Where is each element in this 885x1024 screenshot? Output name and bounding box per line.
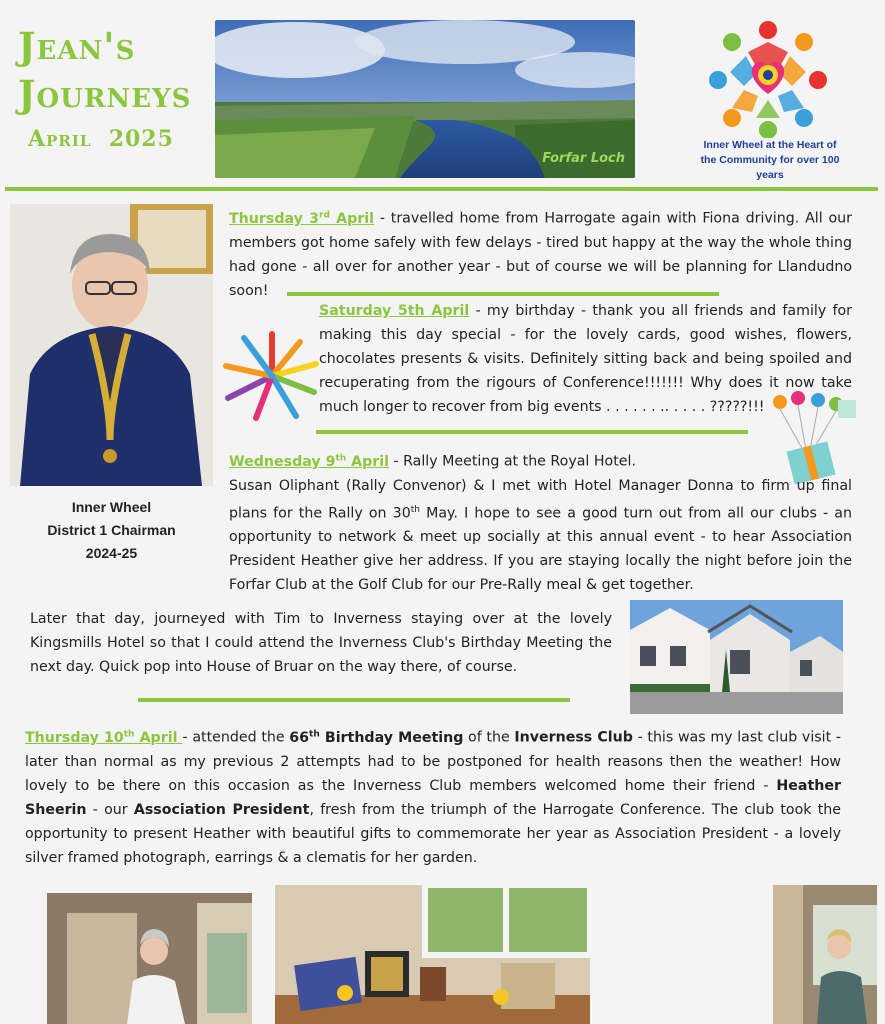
event-photo-1 [47, 893, 252, 1024]
gifts-table-photo-image [275, 885, 590, 1024]
newsletter-title [18, 24, 213, 154]
fireworks-icon [218, 326, 326, 426]
kingsmills-hotel-photo [630, 600, 843, 714]
event-photo-2 [275, 885, 590, 1024]
community-figures-logo-icon [708, 20, 828, 138]
photo-caption: Forfar Loch [542, 151, 625, 166]
emphasis-inverness-club: Inverness Club [514, 729, 633, 746]
entry-text-2b: May. I hope to see a good turn out from all our clubs - an opportunity to network & meet up socially at this annual event - to hear Association President Heather give her address. If you are staying locally the night before join the Forfar Club at the Golf Club for our Pre-Rally meal & get together. [229, 505, 852, 594]
divider-3 [138, 698, 570, 702]
title-line-2: Journeys [18, 72, 192, 116]
header-divider [5, 187, 878, 191]
issue-date: April 2025 [28, 126, 174, 152]
entry-text-2a: Susan Oliphant (Rally Convenor) & I met with Hotel Manager Donna to firm up final plans for the Rally on 30 [229, 477, 852, 522]
entry-date: Wednesday 9th April [229, 453, 389, 470]
title-line-1: Jean's [18, 24, 136, 68]
fireworks-graphic [218, 326, 326, 426]
entry-text: - Rally Meeting at the Royal Hotel. [388, 453, 636, 470]
speaker-photo-image-2 [773, 885, 877, 1024]
entry-text: Later that day, journeyed with Tim to Inverness staying over at the lovely Kingsmills Hotel so that I could attend the Inverness Club's Birthday Meeting the next day. Quick pop into House of Bruar on the way there, of course. [30, 611, 612, 675]
divider-2 [316, 430, 748, 434]
chairman-portrait [10, 204, 213, 486]
entry-later-that-day [30, 607, 612, 679]
emphasis-association-president: Association President [133, 801, 310, 818]
emphasis-heather-sheerin: Heather Sheerin [25, 777, 841, 818]
portrait-caption [10, 496, 213, 565]
entry-thursday-10th: Thursday 10th April - attended the 66th Birthday Meeting of the Inverness Club - this was my last club visit - later than normal as my previous 2 attempts had to be postponed for health reasons then the weather! How lovely to be there on this occasion as the Inverness Club members welcomed home their friend - Heather Sheerin - our Association President, fresh from the triumph of the Harrogate Conference. The club took the opportunity to present Heather with beautiful gifts to commemorate her year as Association President - a lovely silver framed photograph, earrings & a clematis for her garden. [25, 729, 841, 866]
hotel-building-image [630, 600, 843, 714]
entry-thursday-3rd [229, 203, 852, 303]
inner-wheel-logo [708, 20, 828, 138]
speaker-photo-image [47, 893, 252, 1024]
logo-tagline-line-2: the Community for over 100 years [700, 154, 840, 181]
entry-wednesday-9th: Wednesday 9th April - Rally Meeting at the Royal Hotel. Susan Oliphant (Rally Convenor) & I met with Hotel Manager Donna to firm up final plans for the Rally on 30th May. I hope to see a good turn out from all our clubs - an opportunity to network & meet up socially at this annual event - to hear Association President Heather give her address. If you are staying locally the night before join the Forfar Club at the Golf Club for our Pre-Rally meal & get together. [229, 453, 852, 594]
emphasis-66: 66th Birthday Meeting [289, 729, 464, 746]
portrait-image [10, 204, 213, 486]
entry-text: - travelled home from Harrogate again with Fiona driving. All our members got home safely with few delays - tired but happy at the way the whole thing had gone - all over for another year - but of course we will be planning for Llandudno soon! [229, 210, 852, 299]
event-photo-3 [773, 885, 877, 1024]
portrait-caption-line-3: 2024-25 [85, 545, 138, 561]
entry-date: Thursday 10th April [25, 729, 183, 746]
entry-date: Thursday 3rd April [229, 210, 375, 227]
portrait-caption-line-1: Inner Wheel [71, 499, 152, 515]
entry-date: Saturday 5th April [319, 303, 470, 319]
divider-1 [287, 292, 719, 296]
entry-text: - my birthday - thank you all friends and family for making this day special - for the lovely cards, good wishes, flowers, chocolates presents & visits. Definitely sitting back and being spoiled and recuperating from the rigours of Conference!!!!!!! Why does it now take much longer to recover from big events . . . . . . .. . . . . ?????!!! [319, 303, 852, 415]
forfar-loch-photo [215, 20, 635, 178]
logo-tagline-line-1: Inner Wheel at the Heart of [703, 139, 837, 151]
portrait-caption-line-2: District 1 Chairman [47, 522, 176, 538]
logo-tagline [690, 138, 850, 183]
